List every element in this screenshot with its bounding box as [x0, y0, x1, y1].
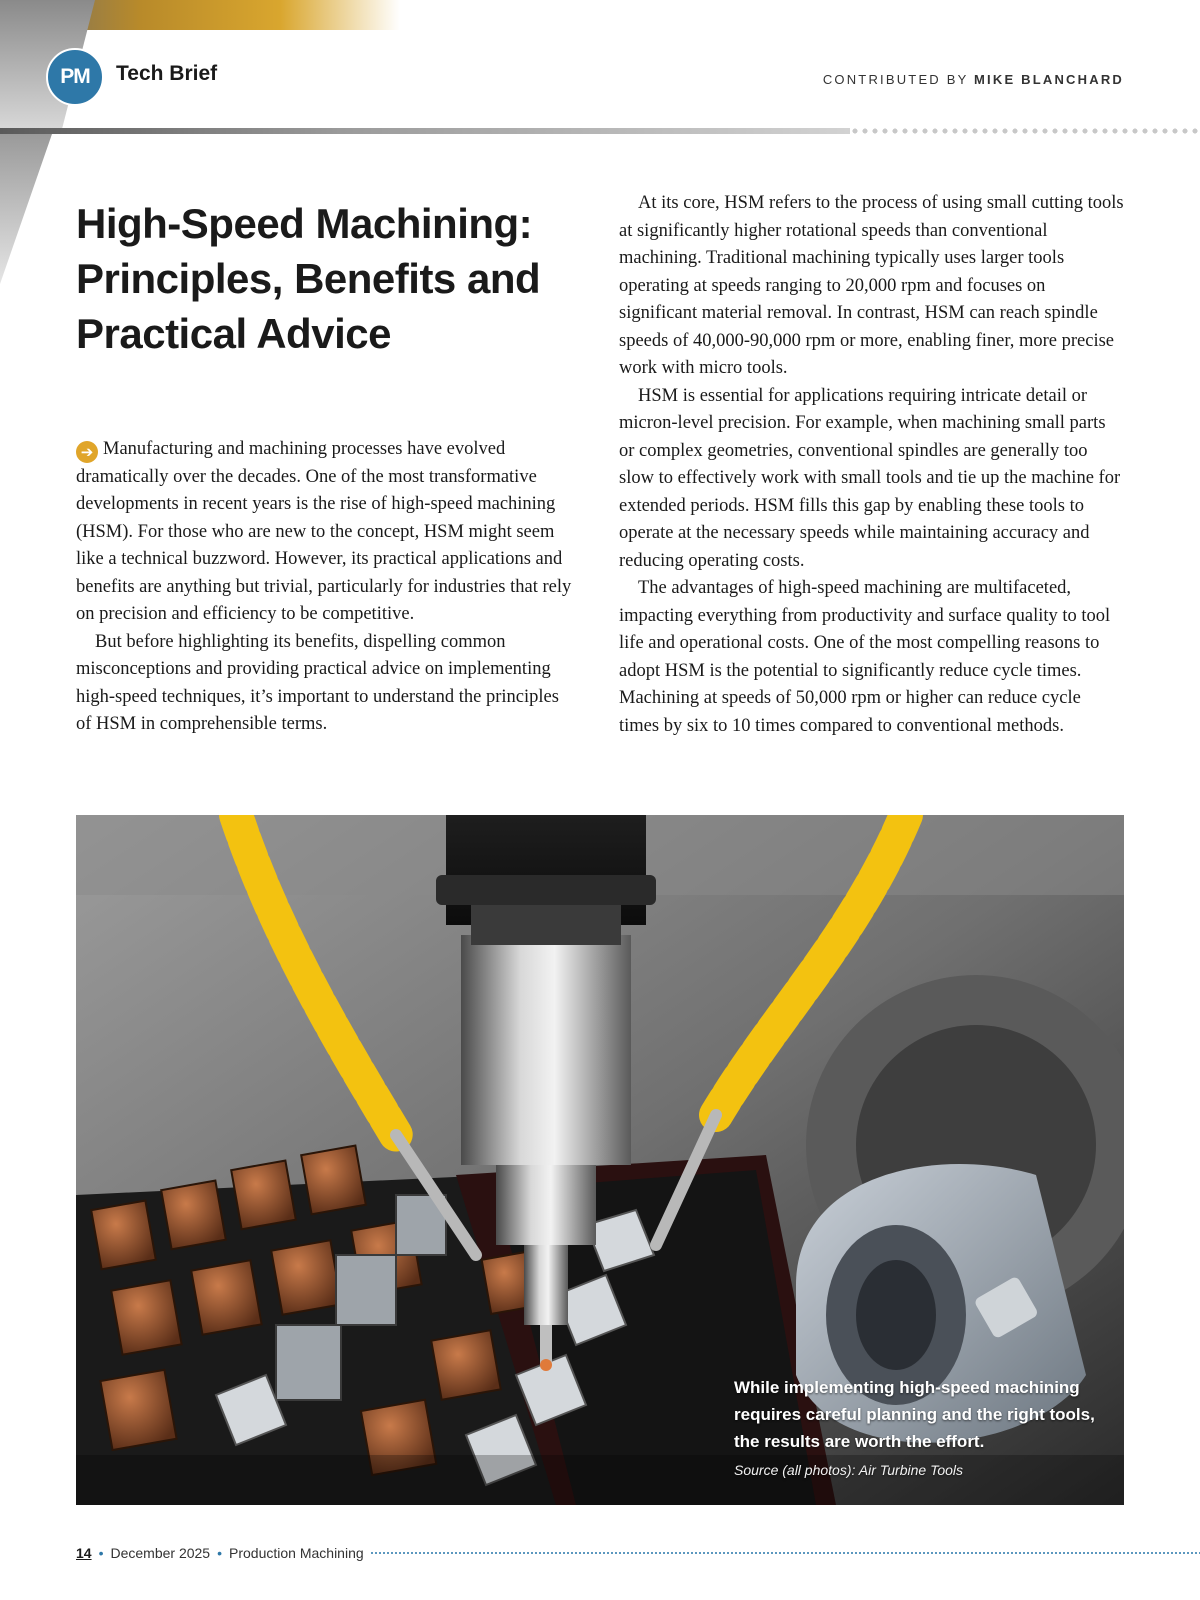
photo-credit: Source (all photos): Air Turbine Tools	[734, 1462, 964, 1478]
footer-publication: Production Machining	[229, 1545, 364, 1561]
body-paragraph: At its core, HSM refers to the process of using small cutting tools at significantly higher rotational speeds than conventional machining. Traditional machining typically uses larger tools operating at speeds ranging to 20,000 rpm and focuses on significant material removal. In contrast, HSM can reach spindle speeds of 40,000-90,000 rpm or more, enabling finer, more precise work with micro tools.	[619, 193, 1124, 378]
header-rule	[0, 128, 850, 134]
right-column	[619, 190, 1125, 740]
contributor-prefix: CONTRIBUTED BY	[822, 72, 975, 87]
pm-logo-badge: PM	[46, 48, 104, 106]
footer-date: December 2025	[110, 1545, 211, 1561]
arrow-right-circle-icon: ➔	[76, 441, 98, 463]
page-number: 14	[76, 1545, 92, 1561]
article-title: High-Speed Machining: Principles, Benefits and Practical Advice	[76, 200, 541, 357]
contributor-line	[823, 72, 1124, 87]
footer-separator: •	[98, 1545, 104, 1561]
footer-separator: •	[217, 1545, 223, 1561]
body-paragraph: HSM is essential for applications requiring intricate detail or micron-level precision. For example, when machining small parts or complex geometries, conventional spindles are generally too slow to effectively work with small tools and tie up the machine for extended periods. HSM fills this gap by enabling these tools to operate at the necessary speeds while maintaining accuracy and reducing operating costs.	[619, 385, 1121, 571]
photo-caption: While implementing high-speed machining requires careful planning and the right tools, the results are worth the effort.	[734, 1378, 1095, 1451]
lead-paragraph-text: Manufacturing and machining processes have evolved dramatically over the decades. One of the most transformative developments in recent years is the rise of high-speed machining (HSM). For those who are new to the concept, HSM might seem like a technical buzzword. However, its practical applications and benefits are anything but trivial, particularly for industries that rely on precision and efficiency to be competitive.	[76, 439, 572, 624]
body-paragraph: The advantages of high-speed machining are multifaceted, impacting everything from productivity and surface quality to tool life and operational costs. One of the most compelling reasons to adopt HSM is the potential to significantly reduce cycle times. Machining at speeds of 50,000 rpm or higher can reduce cycle times by six to 10 times compared to conventional methods.	[619, 578, 1111, 736]
lead-paragraph	[76, 436, 576, 629]
body-paragraph: But before highlighting its benefits, dispelling common misconceptions and providing practical advice on implementing high-speed techniques, it’s important to understand the principles of HSM in comprehensible terms.	[76, 631, 559, 734]
page-footer	[76, 1542, 1200, 1564]
side-wedge	[0, 134, 52, 284]
contributor-name: MIKE BLANCHARD	[974, 72, 1124, 87]
left-column	[76, 436, 576, 739]
header-dotted-rule	[850, 128, 1200, 134]
section-label: Tech Brief	[116, 62, 218, 85]
footer-dotted-rule	[370, 1552, 1200, 1554]
